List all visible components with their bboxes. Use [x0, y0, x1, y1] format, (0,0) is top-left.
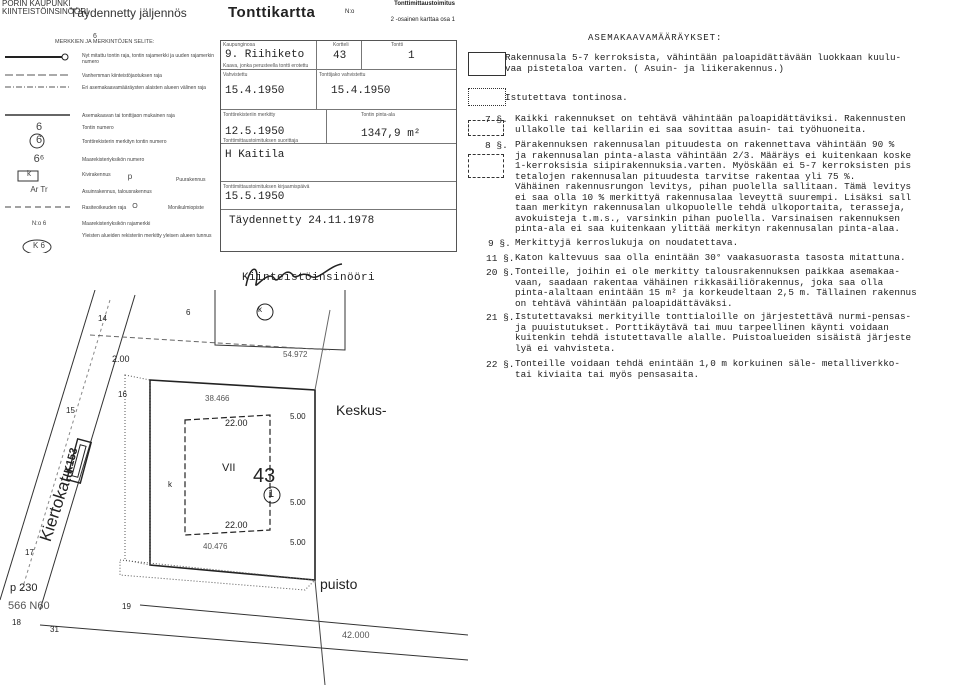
coordinate-label-2: 566 N60 [8, 600, 50, 612]
legend-item: Rasiteoikeuden raja [82, 205, 127, 211]
org-name: PORIN KAUPUNKI KIINTEISTÖINSINÖÖRI [2, 0, 89, 16]
street-code: K153 [62, 446, 81, 476]
dimension-right-2: 5.00 [290, 498, 306, 507]
regulations-title: ASEMAKAAVAMÄÄRÄYKSET: [588, 33, 723, 43]
plan-date-label: Vahvistettu [223, 72, 248, 78]
registry-label: Tonttirekisteriin merkitty [223, 112, 276, 118]
dimension-right-3: 5.00 [290, 538, 306, 547]
district-value: 9. Riihiketo [225, 49, 305, 61]
parcel-number: 18 [12, 618, 21, 627]
legend-item: Puurakennus [176, 177, 206, 183]
completed-date: Täydennetty 24.11.1978 [229, 215, 375, 227]
park-label-2: puisto [320, 576, 358, 592]
plot-label: Tontti [391, 42, 403, 48]
register-date-label: Tonttimittaustoimituksen kirjaamispäivä [223, 184, 310, 190]
plot-value: 1 [408, 50, 415, 62]
regulation-text: Kaikki rakennukset on tehtävä vähintään paloapidättäviksi. Rakennusten ullakolle tai kellariin ei saa sovittaa asuin- tai työhuoneita. [515, 113, 906, 135]
rule-symbol [468, 154, 504, 178]
legend [0, 35, 213, 253]
legend-symbol: k [27, 169, 31, 178]
area-value: 1347,9 m² [361, 128, 421, 140]
dimension-top: 22.00 [225, 418, 248, 428]
regulation-text: Istutettava tontinosa. [505, 92, 628, 103]
regulation-number: 7 §. [485, 114, 508, 125]
plot-number: 43 [253, 465, 276, 487]
parcel-number: 15 [66, 406, 75, 415]
legend-symbol: 6 [93, 33, 97, 40]
survey-form [220, 40, 457, 252]
legend-item: Tonttirekisterin merkityn tontin numero [82, 139, 167, 145]
basis-label: Kaava, jonka perusteella tontti erotettu [223, 63, 309, 69]
legend-symbol: 6⁶ [33, 153, 45, 165]
legend-symbol: N:o 6 [31, 221, 47, 227]
regulation-number: 11 §. [486, 253, 515, 264]
parcel-number: 14 [98, 314, 107, 323]
measurement: 40.476 [203, 542, 228, 551]
regulation-number: 21 §. [486, 312, 515, 323]
parcel-number: 6 [186, 308, 191, 317]
registry-date-value: 12.5.1950 [225, 126, 285, 138]
regulation-text: Istutettavaksi merkityille tonttialoille on järjestettävä nurmi-pensas- ja puuistutukset. Porttikäytävä tai muu tarpeellinen käynti voidaan kuitenkin tehdä istutettavalle alalle. Puistoalueiden sisäistä järjeste lyä ei vahvisteta. [515, 311, 912, 354]
plan-date-value: 15.4.1950 [225, 85, 285, 97]
regulation-number: 8 §. [485, 140, 508, 151]
coordinate-label-1: p 230 [10, 582, 38, 594]
legend-item: Tontin numero [82, 125, 114, 131]
area-label: Tontin pinta-ala [361, 112, 395, 118]
parcel-number: 16 [118, 390, 127, 399]
legend-item: Kivirakennus [82, 172, 111, 178]
regulation-text: Pärakennuksen rakennusalan pituudesta on rakennettava vähintään 90 % ja rakennusalan pinta-alasta vähintään 2/3. Määräys ei kuitenkaan koske 1-kerroksisia siipirakennuksia.varten. Myöskään ei 5-7 kerroksisten pis tetalojen rakennusalan pituudesta tarvitse rakentaa yli 75 %. Vähäinen rakennusrungon levitys, pihan puolella sallitaan. Tämä levitys ei saa olla 10 % merkittyä rakennusalaa leveyttä suurempi. Lisäksi sall taan merkityn rakennusalan ulkopuolelle tehdä ulkoportaita, terasseja, avokuisteja t.m.s., varsinkin pihan puolella. Varsinaisen rakennuksen pinta-ala ei saa kuitenkaan ylittää merkityn rakennusalan pinta-alaa. [515, 139, 912, 234]
legend-item: Asemakaavan tai tonttijaon mukainen raja [82, 113, 175, 119]
signer-title: Kiinteistöinsinööri [242, 272, 376, 284]
legend-heading: MERKKIEN JA MERKINTÖJEN SELITE: [55, 39, 155, 45]
stone-building-mark: k [168, 480, 172, 489]
district-label: Kaupunginosa [223, 42, 255, 48]
legend-item: Maarekisteriyksikön numero [82, 157, 145, 163]
parcel-number: 31 [50, 625, 59, 634]
regulation-number: 20 §. [486, 267, 515, 278]
legend-symbol: p [127, 172, 133, 181]
block-value: 43 [333, 50, 347, 62]
regulation-text: Tonteille, joihin ei ole merkitty talousrakennuksen paikkaa asemakaa- vaan, saadaan rakentaa vähäinen rikkasäiliörakennus, joka saa olla pinta-alaltaan enintään 15 m² ja korkeudeltaan 2,5 m. Tällainen rakennus on tehtävä vähintään paloapidättäväksi. [515, 266, 917, 309]
stone-building-mark: k [258, 305, 262, 314]
legend-symbol: 6 [35, 134, 43, 146]
regulation-text: Katon kaltevuus saa olla enintään 30° vaakasuorasta tasosta mitattuna. [515, 252, 906, 263]
legend-item: Maarekisteriyksikön rajamerkki [82, 221, 151, 227]
legend-symbol: 6 [35, 121, 43, 133]
legend-item: Yleisten alueiden rekisteriin merkitty yleisen alueen tunnus [82, 233, 212, 239]
regulation-number: 9 §. [488, 238, 511, 249]
regulation-number: 22 §. [486, 359, 515, 370]
regulation-text: Rakennusala 5-7 kerroksista, vähintään paloapidättävään luokkaan kuulu- vaa pistetaloa varten. ( Asuin- ja liikerakennus.) [505, 52, 902, 74]
regulation-text: Tonteille voidaan tehdä enintään 1,0 m korkuinen säle- metalliverkko- tai kiviaita tai myös pensasaita. [515, 358, 900, 380]
measurement: 38.466 [205, 394, 230, 403]
plot-sub: 1 [268, 488, 275, 500]
page-title: Tonttikartta [228, 4, 316, 21]
surveyor-label: Tonttimittaustoimituksen suorittaja [223, 138, 299, 144]
surveyor-value: H Kaitila [225, 149, 285, 161]
division-date-value: 15.4.1950 [331, 85, 391, 97]
block-label: Kortteli [333, 42, 349, 48]
subtitle: Täydennetty jäljennös [70, 6, 187, 20]
building-area-symbol [468, 52, 506, 76]
parcel-number: 17 [25, 548, 34, 557]
legend-symbol: Ar Tr [30, 185, 48, 194]
floor-count: VII [222, 462, 236, 474]
legend-item: Asuinrakennus, talousrakennus [82, 189, 152, 195]
survey-header: Tonttimittaustoimitus N:o 2 -osainen karttaa osa 1 [345, 1, 455, 23]
planting-area-symbol [468, 88, 506, 106]
legend-item: Eri asemakaavamääräysten alaisten alueen välinen raja [82, 85, 206, 91]
division-date-label: Tonttijako vahvistettu [319, 72, 366, 78]
legend-item: Nyt mitattu tontin raja, tontin rajamerkki ja uuden rajamerkin numero [82, 53, 215, 65]
legend-symbol: O [132, 203, 138, 210]
dimension-right-1: 5.00 [290, 412, 306, 421]
legend-symbol: K 6 [32, 241, 45, 250]
regulation-text: Merkittyjä kerroslukuja on noudatettava. [515, 237, 739, 248]
parcel-number: 19 [122, 602, 131, 611]
dimension-bottom: 22.00 [225, 520, 248, 530]
park-label-1: Keskus- [336, 402, 387, 418]
legend-item: Vanhemman kiinteistöjaotuksen raja [82, 73, 162, 79]
street-name: Kiertokatu [36, 465, 78, 544]
register-date-value: 15.5.1950 [225, 191, 285, 203]
measurement: 54.972 [283, 350, 308, 359]
legend-item: Monikulmiopiste [168, 205, 204, 211]
dimension-bottom-right: 42.000 [342, 630, 370, 640]
measurement: 2.00 [112, 354, 130, 364]
